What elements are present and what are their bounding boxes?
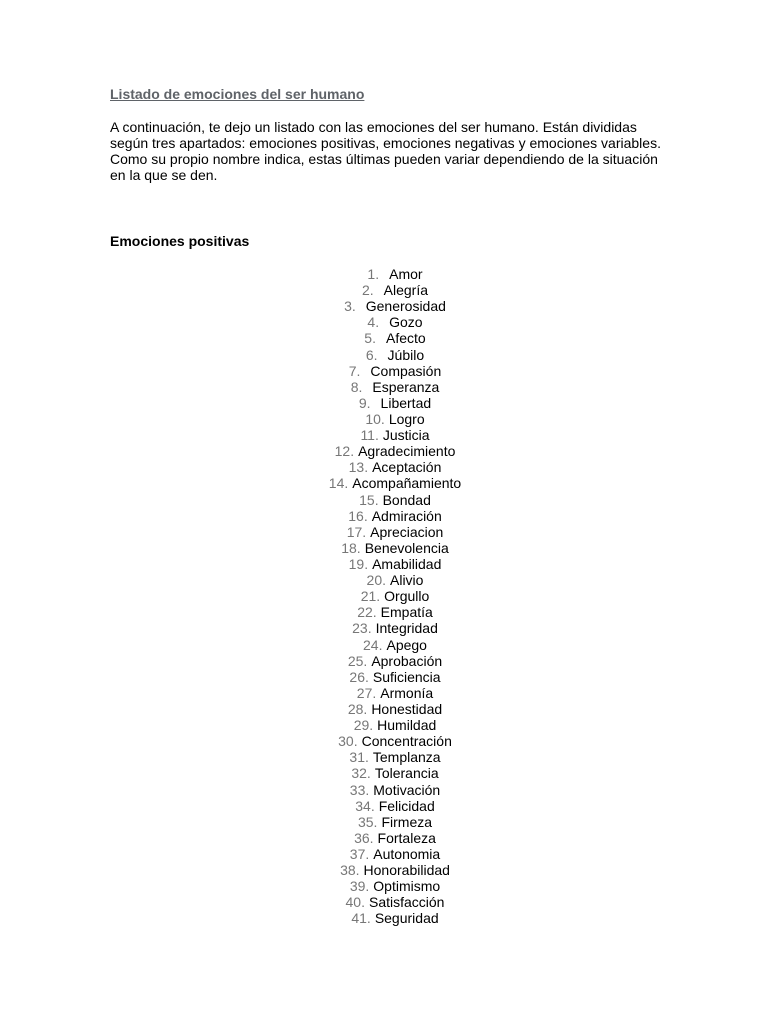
- list-item: [0, 588, 768, 604]
- list-item: [0, 411, 768, 427]
- list-item: [0, 443, 768, 459]
- list-item: [0, 814, 768, 830]
- section-heading-positive: Emociones positivas: [110, 233, 250, 249]
- list-item-number: 18.: [341, 539, 361, 556]
- list-item-number: 17.: [346, 523, 367, 540]
- list-item-number: 12.: [334, 443, 355, 460]
- list-item-label: Humildad: [377, 717, 437, 734]
- list-item-label: Orgullo: [384, 588, 430, 605]
- list-item: [0, 427, 768, 443]
- document-title: Listado de emociones del ser humano: [110, 86, 365, 102]
- list-item-label: Gozo: [389, 314, 423, 331]
- list-item: [0, 620, 768, 636]
- list-item: [0, 395, 768, 411]
- intro-paragraph: A continuación, te dejo un listado con las emociones del ser humano. Están divididas según tres apartados: emociones positivas, emociones negativas y emociones variables. Como su propio nombre indica, estas últimas pueden variar dependiendo de la situación en la que se den.: [110, 119, 661, 183]
- list-item-label: Libertad: [380, 394, 432, 411]
- list-item-label: Optimismo: [373, 878, 441, 895]
- list-item: [0, 347, 768, 363]
- list-item-number: 35.: [357, 813, 378, 830]
- list-item-label: Felicidad: [378, 797, 435, 814]
- list-item: [0, 894, 768, 910]
- list-item-label: Concentración: [361, 733, 452, 750]
- list-item-number: 21.: [360, 588, 381, 605]
- list-item: [0, 910, 768, 926]
- list-item: [0, 862, 768, 878]
- list-item: [0, 314, 768, 330]
- list-item-label: Agradecimiento: [358, 443, 456, 460]
- list-item-label: Afecto: [385, 330, 426, 347]
- list-item-number: 26.: [349, 668, 369, 685]
- list-item-label: Esperanza: [372, 378, 440, 395]
- list-item-number: 24.: [363, 636, 383, 653]
- list-item: [0, 282, 768, 298]
- list-item-number: 20.: [366, 572, 386, 589]
- list-item: [0, 604, 768, 620]
- list-item: [0, 556, 768, 572]
- list-item-number: 15.: [359, 491, 379, 508]
- list-item-number: 13.: [348, 459, 369, 476]
- list-item: [0, 685, 768, 701]
- list-item-label: Autonomia: [373, 845, 441, 862]
- list-item-number: 10.: [365, 410, 385, 427]
- list-item-number: 34.: [355, 797, 375, 814]
- list-item-number: 31.: [349, 749, 369, 766]
- list-item-number: 7.: [348, 362, 361, 379]
- list-item: [0, 572, 768, 588]
- list-item-number: 30.: [338, 733, 358, 750]
- list-item-number: 40.: [345, 894, 365, 911]
- emotion-list: [0, 266, 768, 926]
- list-item-label: Justicia: [382, 427, 430, 444]
- list-item-label: Júbilo: [387, 346, 425, 363]
- list-item-label: Firmeza: [381, 813, 433, 830]
- list-item: [0, 701, 768, 717]
- list-item-number: 38.: [340, 862, 360, 879]
- list-item-number: 23.: [352, 620, 372, 637]
- list-item-number: 16.: [348, 507, 368, 524]
- list-item-label: Aceptación: [372, 459, 442, 476]
- list-item-label: Armonía: [380, 684, 434, 701]
- list-item-number: 8.: [350, 378, 363, 395]
- list-item-label: Apreciacion: [370, 523, 444, 540]
- list-item: [0, 830, 768, 846]
- list-item-number: 36.: [354, 829, 374, 846]
- list-item-number: 3.: [344, 298, 356, 315]
- list-item-label: Aprobación: [371, 652, 443, 669]
- list-item: [0, 637, 768, 653]
- list-item-label: Templanza: [372, 749, 441, 766]
- list-item-label: Motivación: [373, 781, 441, 798]
- list-item: [0, 749, 768, 765]
- list-item-label: Satisfacción: [368, 894, 445, 911]
- list-item: [0, 266, 768, 282]
- list-item: [0, 524, 768, 540]
- list-item-label: Bondad: [382, 491, 431, 508]
- list-item-label: Tolerancia: [374, 765, 439, 782]
- list-item-number: 27.: [356, 684, 377, 701]
- list-item-number: 37.: [349, 845, 370, 862]
- list-item-number: 32.: [351, 765, 371, 782]
- list-item-number: 33.: [349, 781, 370, 798]
- list-item-number: 41.: [351, 910, 371, 927]
- list-item: [0, 717, 768, 733]
- list-item: [0, 846, 768, 862]
- list-item: [0, 508, 768, 524]
- list-item-label: Honestidad: [371, 700, 443, 717]
- list-item-label: Apego: [386, 636, 427, 653]
- list-item-number: 4.: [367, 314, 380, 331]
- list-item-number: 22.: [357, 604, 377, 621]
- list-item-number: 1.: [367, 266, 380, 282]
- list-item-label: Integridad: [375, 620, 438, 637]
- list-item: [0, 669, 768, 685]
- list-item: [0, 878, 768, 894]
- list-item-number: 9.: [358, 394, 371, 411]
- list-item: [0, 540, 768, 556]
- list-item: [0, 459, 768, 475]
- list-item-label: Alegría: [383, 282, 429, 299]
- list-item-label: Honorabilidad: [363, 862, 450, 879]
- list-item-number: 39.: [349, 878, 370, 895]
- list-item-number: 19.: [348, 555, 369, 572]
- list-item-number: 5.: [364, 330, 376, 347]
- list-item-label: Compasión: [370, 362, 442, 379]
- list-item-label: Acompañamiento: [352, 475, 462, 492]
- list-item-number: 28.: [347, 700, 368, 717]
- list-item-number: 29.: [353, 717, 374, 734]
- list-item: [0, 782, 768, 798]
- list-item-label: Generosidad: [365, 298, 446, 315]
- list-item-label: Logro: [388, 410, 425, 427]
- list-item-label: Seguridad: [374, 910, 439, 927]
- list-item-number: 14.: [328, 475, 349, 492]
- list-item: [0, 379, 768, 395]
- list-item: [0, 363, 768, 379]
- list-item: [0, 765, 768, 781]
- list-item-label: Amabilidad: [372, 555, 442, 572]
- list-item-label: Alivio: [390, 572, 424, 589]
- list-item: [0, 653, 768, 669]
- list-item: [0, 475, 768, 491]
- list-item: [0, 492, 768, 508]
- list-item: [0, 798, 768, 814]
- list-item-number: 6.: [365, 346, 378, 363]
- list-item-label: Benevolencia: [364, 539, 449, 556]
- list-item-label: Empatía: [380, 604, 433, 621]
- list-item: [0, 733, 768, 749]
- list-item: [0, 330, 768, 346]
- list-item-label: Fortaleza: [377, 829, 436, 846]
- list-item: [0, 298, 768, 314]
- list-item-number: 11.: [360, 427, 379, 444]
- list-item-number: 2.: [361, 282, 374, 299]
- list-item-number: 25.: [347, 652, 368, 669]
- list-item-label: Suficiencia: [372, 668, 441, 685]
- list-item-label: Amor: [389, 266, 423, 282]
- list-item-label: Admiración: [371, 507, 442, 524]
